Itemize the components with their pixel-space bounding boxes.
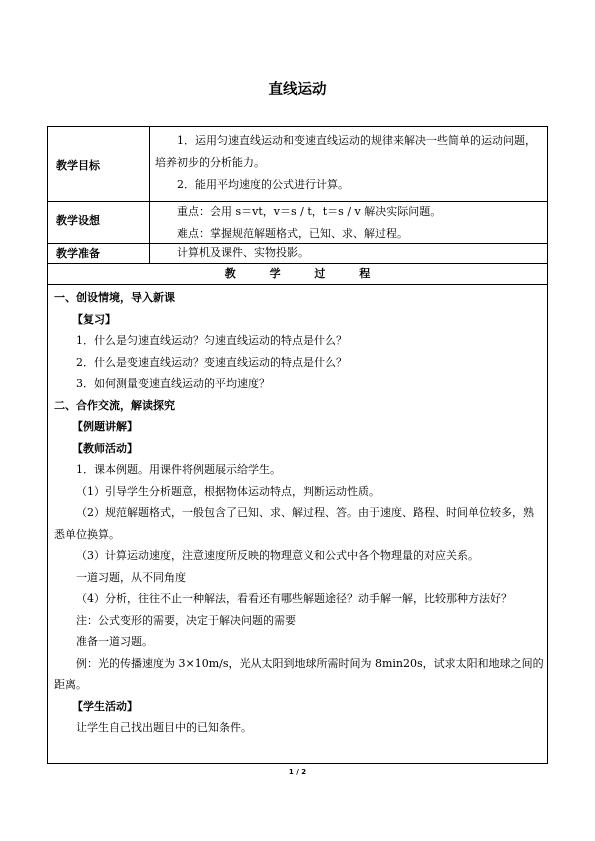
review-question: 1．什么是匀速直线运动？匀速直线运动的特点是什么？ xyxy=(76,334,347,347)
row-divider xyxy=(48,263,547,264)
row-divider xyxy=(48,284,547,285)
prep-label: 教学准备 xyxy=(56,247,100,260)
prep-cell xyxy=(155,242,541,264)
goal-line-1: 1．运用匀速直线运动和变速直线运动的规律来解决一些简单的运动问题，培养初步的分析能力。 xyxy=(155,134,536,169)
review-question: 3．如何测量变速直线运动的平均速度？ xyxy=(76,377,270,390)
goal-line-2: 2．能用平均速度的公式进行计算。 xyxy=(177,178,349,191)
section-title: 二、合作交流，解读探究 xyxy=(54,398,175,412)
student-activity-tag: 【学生活动】 xyxy=(72,699,138,713)
design-cell xyxy=(155,201,541,245)
review-question: 2．什么是变速直线运动？变速直线运动的特点是什么？ xyxy=(76,355,347,369)
body-paragraph: 让学生自己找出题目中的已知条件。 xyxy=(76,721,252,734)
prep-text: 计算机及课件、实物投影。 xyxy=(177,246,309,259)
body-paragraph: 例：光的传播速度为 3×10m/s，光从太阳到地球所需时间为 8min20s，试求太阳和地球之间的距离。 xyxy=(54,656,544,691)
body-paragraph: （4）分析，往往不止一种解法，看看还有哪些解题途径？动手解一解，比较那种方法好？ xyxy=(76,592,512,605)
teacher-activity-tag: 【教师活动】 xyxy=(72,441,138,455)
page-title: 直线运动 xyxy=(268,82,327,98)
body-paragraph: 注：公式变形的需要，决定于解决问题的需要 xyxy=(76,613,296,627)
process-body xyxy=(54,287,544,739)
body-paragraph: （1）引导学生分析题意，根据物体运动特点，判断运动性质。 xyxy=(76,484,380,498)
example-tag: 【例题讲解】 xyxy=(72,420,138,433)
lesson-table xyxy=(47,126,548,764)
page-number: 1 / 2 xyxy=(288,768,307,776)
section-title: 一、创设情境，导入新课 xyxy=(54,291,175,304)
goal-label: 教学目标 xyxy=(56,159,100,172)
design-line-2: 难点：掌握规范解题格式，已知、求、解过程。 xyxy=(177,227,408,240)
body-paragraph: 准备一道习题。 xyxy=(76,635,153,648)
body-paragraph: （2）规范解题格式，一般包含了已知、求、解过程、答。由于速度、路程、时间单位较多，熟悉单位换算。 xyxy=(54,506,534,541)
goal-cell xyxy=(155,130,541,196)
body-paragraph: 1．课本例题。用课件将例题展示给学生。 xyxy=(76,463,281,476)
body-paragraph: 一道习题，从不同角度 xyxy=(76,570,186,584)
review-tag: 【复习】 xyxy=(72,312,116,326)
design-line-1: 重点：会用 s＝vt，v＝s / t，t＝s / v 解决实际问题。 xyxy=(177,205,442,218)
process-heading: 教 学 过 程 xyxy=(224,267,371,280)
design-label: 教学设想 xyxy=(56,214,100,227)
body-paragraph: （3）计算运动速度，注意速度所反映的物理意义和公式中各个物理量的对应关系。 xyxy=(76,549,479,562)
